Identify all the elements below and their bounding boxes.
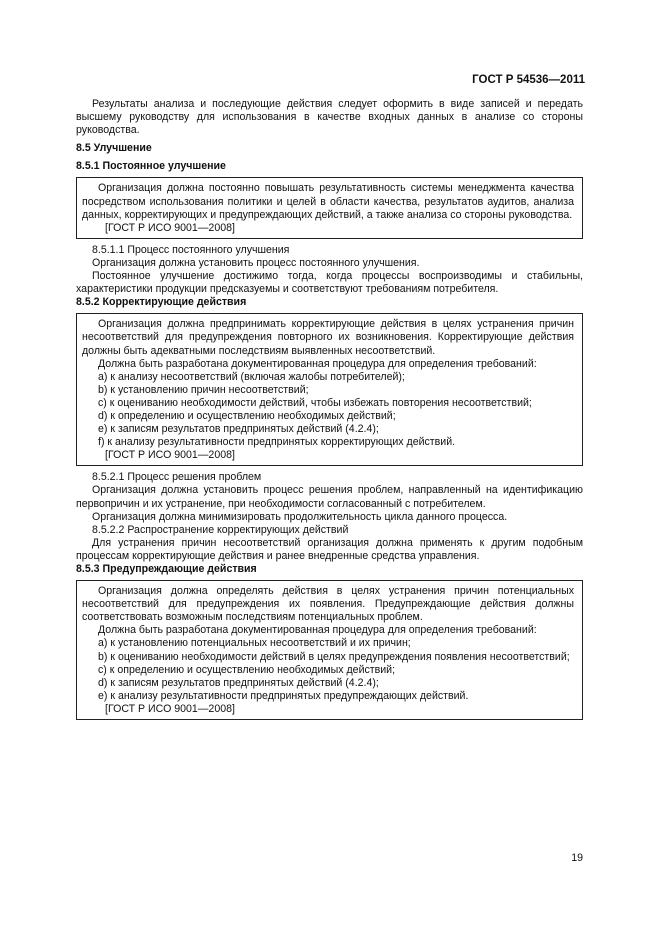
intro-paragraph: Результаты анализа и последующие действия следует оформить в виде записей и передать высшему руководству для использования в качестве входных данных в анализе со стороны руководства. — [76, 98, 583, 137]
quote-reference: [ГОСТ Р ИСО 9001—2008] — [105, 702, 235, 715]
paragraph: Организация должна установить процесс постоянного улучшения. — [92, 256, 420, 269]
document-number: ГОСТ Р 54536—2011 — [472, 74, 585, 86]
list-item: c) к оцениванию необходимости действий, чтобы избежать повторения несоответствий; — [98, 396, 532, 409]
quote-box-8-5-3 — [76, 580, 583, 720]
quote-reference: [ГОСТ Р ИСО 9001—2008] — [105, 221, 235, 234]
paragraph: Организация должна установить процесс решения проблем, направленный на идентификацию первопричин и их устранение, при необходимости согласованный с потребителем. — [76, 484, 583, 510]
list-item: b) к установлению причин несоответствий; — [98, 383, 309, 396]
quote-text: Организация должна определять действия в целях устранения причин потенциальных несоответствий для предупреждения их появления. Предупреждающие действия должны соответствовать возможным последствиям потенциальных проблем. — [82, 585, 574, 624]
section-8-5-2-1-title: 8.5.2.1 Процесс решения проблем — [92, 471, 262, 484]
list-item: d) к записям результатов предпринятых действий (4.2.4); — [98, 676, 379, 689]
section-8-5-2-title: 8.5.2 Корректирующие действия — [76, 296, 247, 309]
list-item: d) к определению и осуществлению необходимых действий; — [98, 409, 396, 422]
section-8-5-2-2-title: 8.5.2.2 Распространение корректирующих действий — [92, 523, 349, 536]
section-8-5-1-title: 8.5.1 Постоянное улучшение — [76, 160, 226, 173]
paragraph: Для устранения причин несоответствий организация должна применять к другим подобным процессам корректирующие действия и ранее внедренные средства управления. — [76, 536, 583, 562]
quote-text: Должна быть разработана документированная процедура для определения требований: — [98, 624, 537, 637]
quote-text: Организация должна постоянно повышать результативность системы менеджмента качества посредством использования политики и целей в области качества, результатов аудитов, анализа данных, корректирующих и предупреждающих действий, а также анализа со стороны руководства. — [82, 182, 574, 221]
list-item: a) к установлению потенциальных несоответствий и их причин; — [98, 637, 411, 650]
quote-box-8-5-2 — [76, 313, 583, 466]
quote-text: Должна быть разработана документированная процедура для определения требований: — [98, 357, 537, 370]
list-item: e) к записям результатов предпринятых действий (4.2.4); — [98, 423, 379, 436]
list-item: c) к определению и осуществлению необходимых действий; — [98, 663, 396, 676]
quote-text: Организация должна предпринимать корректирующие действия в целях устранения причин несоответствий для предупреждения повторного их возникновения. Корректирующие действия должны быть адекватными последствиям выявленных несоответствий. — [82, 318, 574, 357]
quote-box-8-5-1 — [76, 177, 583, 238]
page-number: 19 — [571, 852, 583, 864]
list-item: b) к оцениванию необходимости действий в целях предупреждения появления несоответствий; — [98, 650, 570, 663]
list-item: f) к анализу результативности предпринятых корректирующих действий. — [98, 436, 456, 449]
section-8-5-3-title: 8.5.3 Предупреждающие действия — [76, 563, 257, 575]
section-8-5-1-1-title: 8.5.1.1 Процесс постоянного улучшения — [92, 243, 290, 256]
quote-reference: [ГОСТ Р ИСО 9001—2008] — [105, 449, 235, 462]
list-item: a) к анализу несоответствий (включая жалобы потребителей); — [98, 370, 405, 383]
paragraph: Постоянное улучшение достижимо тогда, когда процессы воспроизводимы и стабильны, характеристики продукции предсказуемы и соответствуют требованиям потребителя. — [76, 270, 583, 296]
paragraph: Организация должна минимизировать продолжительность цикла данного процесса. — [92, 510, 508, 523]
page-content — [76, 98, 583, 725]
section-8-5-title: 8.5 Улучшение — [76, 142, 152, 155]
list-item: e) к анализу результативности предпринятых предупреждающих действий. — [98, 689, 469, 702]
